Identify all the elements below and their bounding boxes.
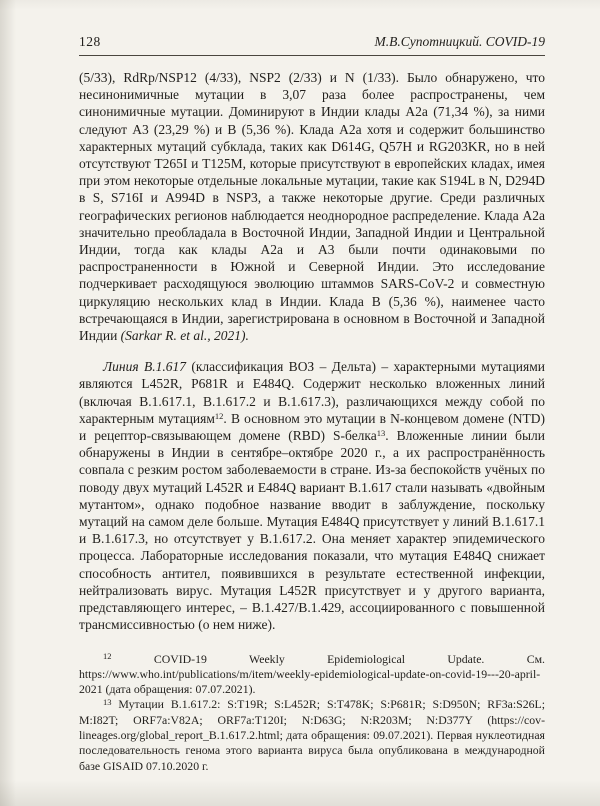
paragraph-1-citation: (Sarkar R. et al., 2021). <box>120 328 249 344</box>
running-title: М.В.Супотницкий. COVID-19 <box>374 34 545 49</box>
footnote-12-text: COVID-19 Weekly Epidemiological Update. См. https://www.who.int/publications/m/item/weekly-epidemiological-update-on-covid-19---20-april-2021 (дата обращения: 07.07.2021). <box>79 651 545 697</box>
footnote-13-text: Мутации В.1.617.2: S:T19R; S:L452R; S:T478K; S:P681R; S:D950N; RF3a:S26L; M:I82T; ORF7a:V82A; ORF7a:T120I; N:D63G; N:R203M; N:D377Y (https://cov-lineages.org/global_report_B.1.617.2.html; дата обращения: 09.07.2021). Первая нуклеотидная последовательность генома этого варианта вируса была опубликована в международной базе GISAID 07.10.2020 г. <box>79 697 545 773</box>
page-header <box>79 34 545 56</box>
footnote-13 <box>79 697 545 773</box>
body-paragraph-1 <box>79 69 545 344</box>
footnote-ref-13: 13 <box>376 428 386 439</box>
footnote-ref-12: 12 <box>214 411 224 422</box>
paragraph-2-segment-3: . Вложенные линии были обнаружены в Индии в сентябре–октябре 2020 г., а их распространённость совпала с резким ростом заболеваемости в стране. Из-за беспокойств учёных по поводу двух мутаций L452R и E484Q вариант В.1.617 стали называть «двойным мутантом», однако подобное название вводит в заблуждение, поскольку мутаций на самом деле больше. Мутация E484Q присутствует у линий В.1.617.1 и В.1.617.3, но отсутствует у В.1.617.2. Она меняет характер эпидемического процесса. Лабораторные исследования показали, что мутация E484Q снижает способность антител, появившихся в результате естественной инфекции, нейтрализовать вирус. Мутация L452R присутствует и у другого варианта, представляющего интерес, – В.1.427/В.1.429, ассоциированного с повышенной трансмиссивностью (о нем ниже). <box>79 428 546 633</box>
page-number: 128 <box>79 34 101 49</box>
body-paragraph-2 <box>79 358 545 633</box>
footnotes-block <box>79 652 545 774</box>
lineage-lead: Линия В.1.617 <box>103 359 186 375</box>
footnote-12 <box>79 652 545 698</box>
paragraph-1-text: (5/33), RdRp/NSP12 (4/33), NSP2 (2/33) и N (1/33). Было обнаружено, что несинонимичные мутации в 3,07 раза более распространены, чем синонимичные мутации. Доминируют в Индии клады А2а (71,34 %), за ними следуют А3 (23,29 %) и В (5,36 %). Клада А2а хотя и содержит большинство характерных мутаций субклада, таких как D614G, Q57H и RG203KR, но в ней отсутствуют T265I и T125M, которые присутствуют в европейских кладах, имея при этом некоторые отдельные локальные мутации, такие как S194L в N, D294D в S, S716I и A994D в NSP3, а также некоторые другие. Среди различных географических регионов наблюдается неоднородное распределение. Клада А2а значительно преобладала в Восточной Индии, Западной Индии и Центральной Индии, тогда как клады А2а и А3 были почти одинаковыми по распространенности в Южной и Северной Индии. Это исследование подчеркивает расходящуюся эволюцию штаммов SARS-CoV-2 и совместную циркуляцию нескольких клад в Индии. Клада В (5,36 %), наименее часто встречающаяся в Индии, зарегистрирована в основном в Восточной и Западной Индии <box>79 70 545 344</box>
paragraph-2-segment-1: (классификация ВОЗ – Дельта) – характерными мутациями являются L452R, P681R и E484Q. Содержит несколько вложенных линий (включая В.1.617.1, В.1.617.2 и В.1.617.3), различающихся между собой по характерным мутациям <box>79 359 545 426</box>
paragraph-2-segment-2: . В основном это мутации в N-концевом домене (NTD) и рецептор-связывающем домене (RBD) S-белка <box>79 410 546 444</box>
page-content <box>79 34 545 774</box>
footnote-12-marker: 12 <box>103 650 112 661</box>
page-body <box>79 69 545 634</box>
footnote-13-marker: 13 <box>103 696 112 707</box>
